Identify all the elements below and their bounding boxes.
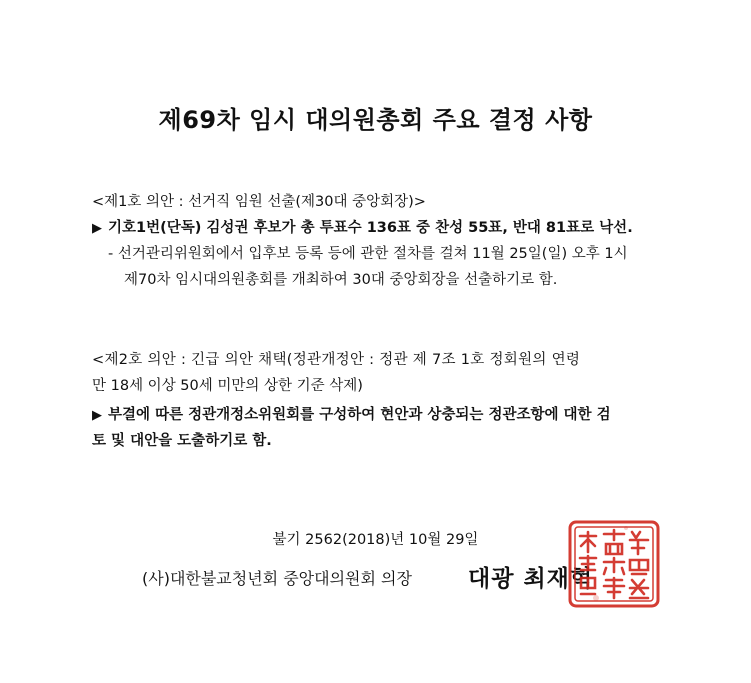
signature-name: 대광 최재혁 <box>468 566 594 592</box>
arrow-icon: ▶ <box>92 221 102 236</box>
item2-heading-line2: 만 18세 이상 50세 미만의 상한 기준 삭제) <box>92 378 363 394</box>
item1-result-text: 후보가 총 투표수 136표 중 찬성 55표, 반대 81표로 낙선. <box>253 220 633 236</box>
arrow-icon: ▶ <box>92 408 102 423</box>
item1-note-line1: - 선거관리위원회에서 입후보 등록 등에 관한 절차를 걸쳐 11월 25일(일) 오후 1시 <box>108 246 628 262</box>
item1-note-line2: 제70차 임시대의원총회를 개최하여 30대 중앙회장을 선출하기로 함. <box>124 272 558 288</box>
item1-heading: <제1호 의안 : 선거직 임원 선출(제30대 중앙회장)> <box>92 194 426 210</box>
item1-result <box>92 216 633 237</box>
item1-result-prefix: 기호1번(단독) 김성권 <box>108 220 254 236</box>
item2-result-line2: 토 및 대안을 도출하기로 함. <box>92 433 272 449</box>
official-seal-icon <box>566 518 662 610</box>
page-title: 제69차 임시 대의원총회 주요 결정 사항 <box>158 106 593 134</box>
item2-result-text1: 부결에 따른 정관개정소위원회를 구성하여 현안과 상충되는 정관조항에 대한 검 <box>108 407 611 423</box>
document-date: 불기 2562(2018)년 10월 29일 <box>272 532 479 548</box>
signature-org: (사)대한불교청년회 중앙대의원회 의장 <box>142 569 412 588</box>
item2-heading-line1: <제2호 의안 : 긴급 의안 채택(정관개정안 : 정관 제 7조 1호 정회원의 연령 <box>92 352 581 368</box>
item2-result-line1 <box>92 403 611 424</box>
